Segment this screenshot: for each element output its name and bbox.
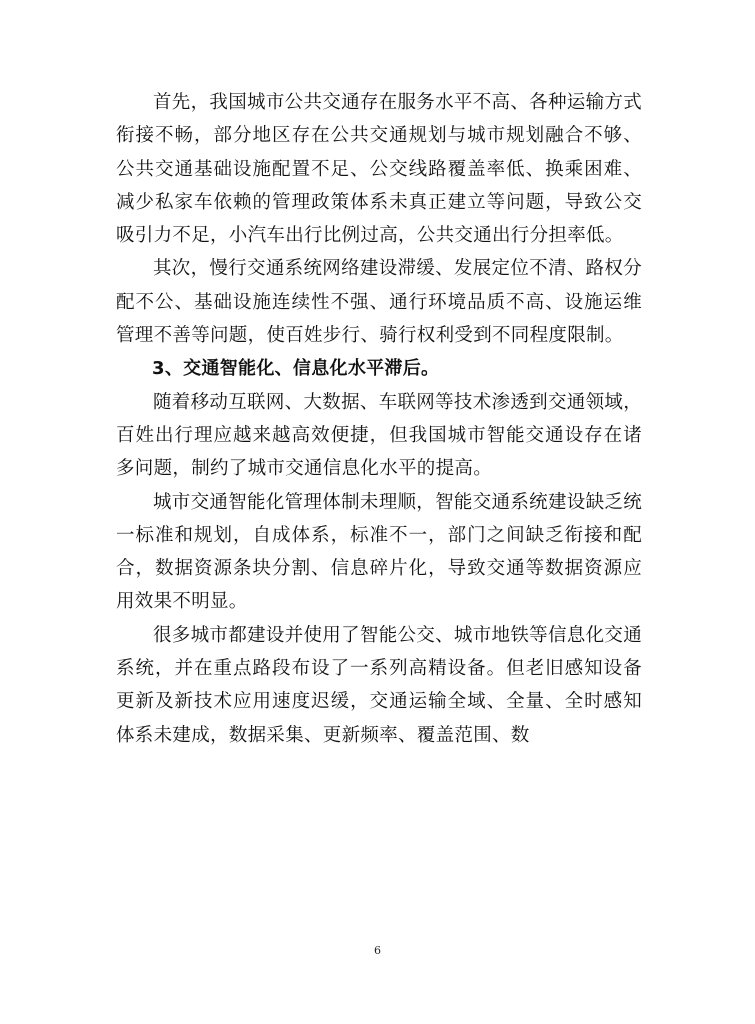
section-heading: 3、交通智能化、信息化水平滞后。: [152, 358, 440, 380]
document-body: [116, 86, 642, 752]
paragraph-first: 首先，我国城市公共交通存在服务水平不高、各种运输方式衔接不畅，部分地区存在公共交通规划与城市规划融合不够、公共交通基础设施配置不足、公交线路覆盖率低、换乘困难、减少私家车依赖的管理政策体系未真正建立等问题，导致公交吸引力不足，小汽车出行比例过高，公共交通出行分担率低。: [116, 92, 642, 247]
page-number: 6: [374, 944, 381, 957]
paragraph-second: 其次，慢行交通系统网络建设滞缓、发展定位不清、路权分配不公、基础设施连续性不强、通行环境品质不高、设施运维管理不善等问题，使百姓步行、骑行权利受到不同程度限制。: [116, 258, 642, 347]
paragraph-mobile-internet: 随着移动互联网、大数据、车联网等技术渗透到交通领域，百姓出行理应越来越高效便捷，但我国城市智能交通设存在诸多问题，制约了城市交通信息化水平的提高。: [116, 391, 642, 480]
paragraph-smart-transit: 很多城市都建设并使用了智能公交、城市地铁等信息化交通系统，并在重点路段布设了一系列高精设备。但老旧感知设备更新及新技术应用速度迟缓，交通运输全域、全量、全时感知体系未建成，数据采集、更新频率、覆盖范围、数: [116, 624, 642, 746]
paragraph-management-system: 城市交通智能化管理体制未理顺，智能交通系统建设缺乏统一标准和规划，自成体系，标准不一，部门之间缺乏衔接和配合，数据资源条块分割、信息碎片化，导致交通等数据资源应用效果不明显。: [116, 491, 642, 613]
